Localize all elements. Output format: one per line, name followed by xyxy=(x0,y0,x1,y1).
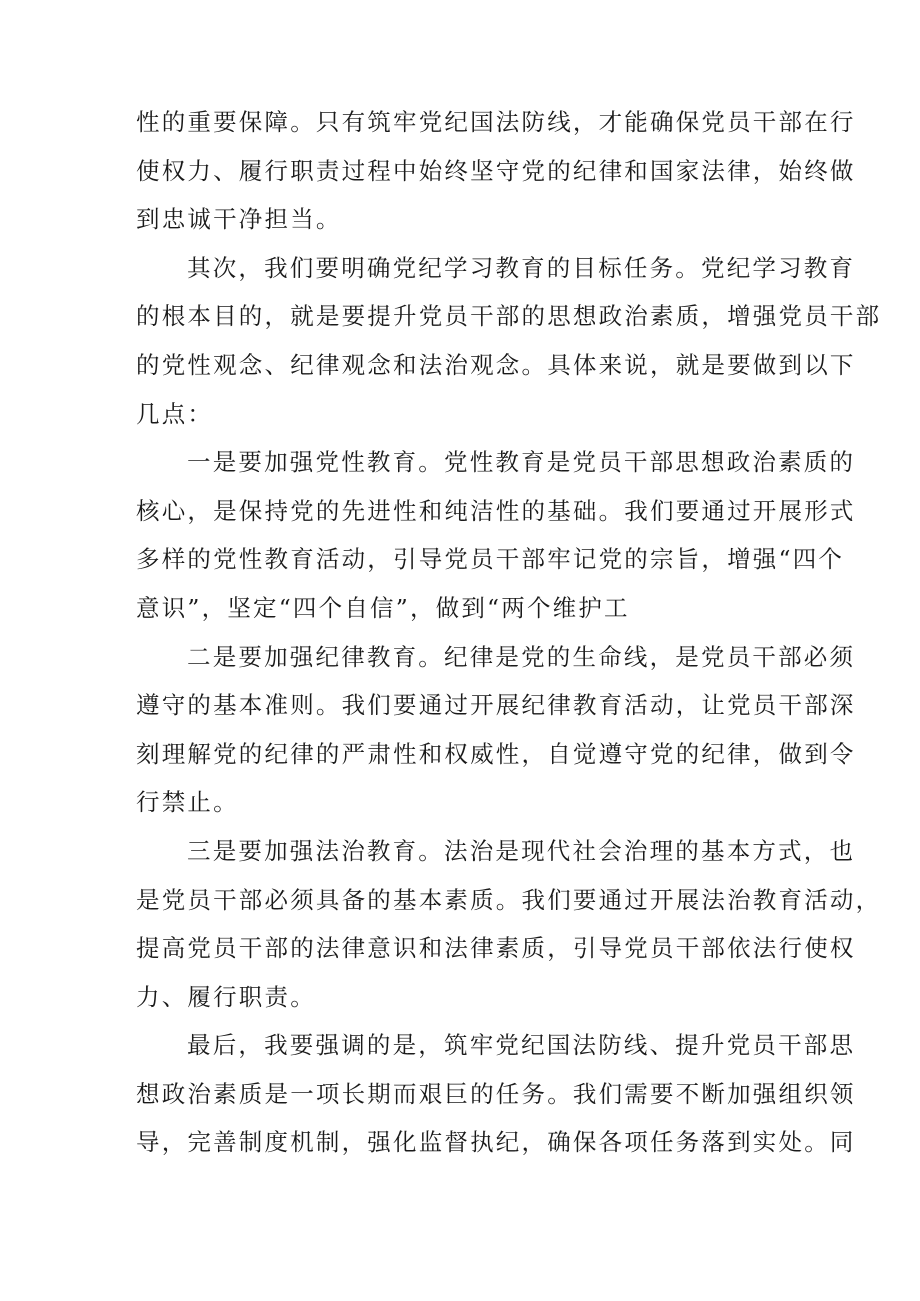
text-line: 刻理解党的纪律的严肃性和权威性，自觉遵守党的纪律，做到令 xyxy=(136,739,856,768)
paragraph-first-line: 一是要加强党性教育。党性教育是党员干部思想政治素质的 xyxy=(187,448,856,477)
text-line: 核心，是保持党的先进性和纯洁性的基础。我们要通过开展形式 xyxy=(136,496,856,525)
text-line: 导，完善制度机制，强化监督执纪，确保各项任务落到实处。同 xyxy=(136,1128,856,1157)
text-line: 力、履行职责。 xyxy=(136,982,316,1011)
text-line: 几点： xyxy=(136,399,214,428)
text-line: 是党员干部必须具备的基本素质。我们要通过开展法治教育活动， xyxy=(136,885,882,914)
paragraph-first-line: 最后，我要强调的是，筑牢党纪国法防线、提升党员干部思 xyxy=(187,1031,856,1060)
body-text xyxy=(136,98,882,1167)
paragraph-first-line: 其次，我们要明确党纪学习教育的目标任务。党纪学习教育 xyxy=(187,253,856,282)
paragraph-first-line: 二是要加强纪律教育。纪律是党的生命线，是党员干部必须 xyxy=(187,642,856,671)
text-line: 行禁止。 xyxy=(136,788,239,817)
paragraph-first-line: 三是要加强法治教育。法治是现代社会治理的基本方式，也 xyxy=(187,836,856,865)
text-line: 意识”，坚定“四个自信”，做到“两个维护工 xyxy=(136,593,630,622)
text-line: 遵守的基本准则。我们要通过开展纪律教育活动，让党员干部深 xyxy=(136,691,856,720)
text-line: 性的重要保障。只有筑牢党纪国法防线，才能确保党员干部在行 xyxy=(136,108,856,136)
text-line: 想政治素质是一项长期而艰巨的任务。我们需要不断加强组织领 xyxy=(136,1079,856,1108)
text-line: 提高党员干部的法律意识和法律素质，引导党员干部依法行使权 xyxy=(136,934,856,963)
text-line: 多样的党性教育活动，引导党员干部牢记党的宗旨，增强“四个 xyxy=(136,545,845,574)
text-line: 的根本目的，就是要提升党员干部的思想政治素质，增强党员干部 xyxy=(136,302,882,331)
text-line: 到忠诚干净担当。 xyxy=(136,205,342,234)
text-line: 的党性观念、纪律观念和法治观念。具体来说，就是要做到以下 xyxy=(136,350,856,379)
text-line: 使权力、履行职责过程中始终坚守党的纪律和国家法律，始终做 xyxy=(136,156,856,185)
